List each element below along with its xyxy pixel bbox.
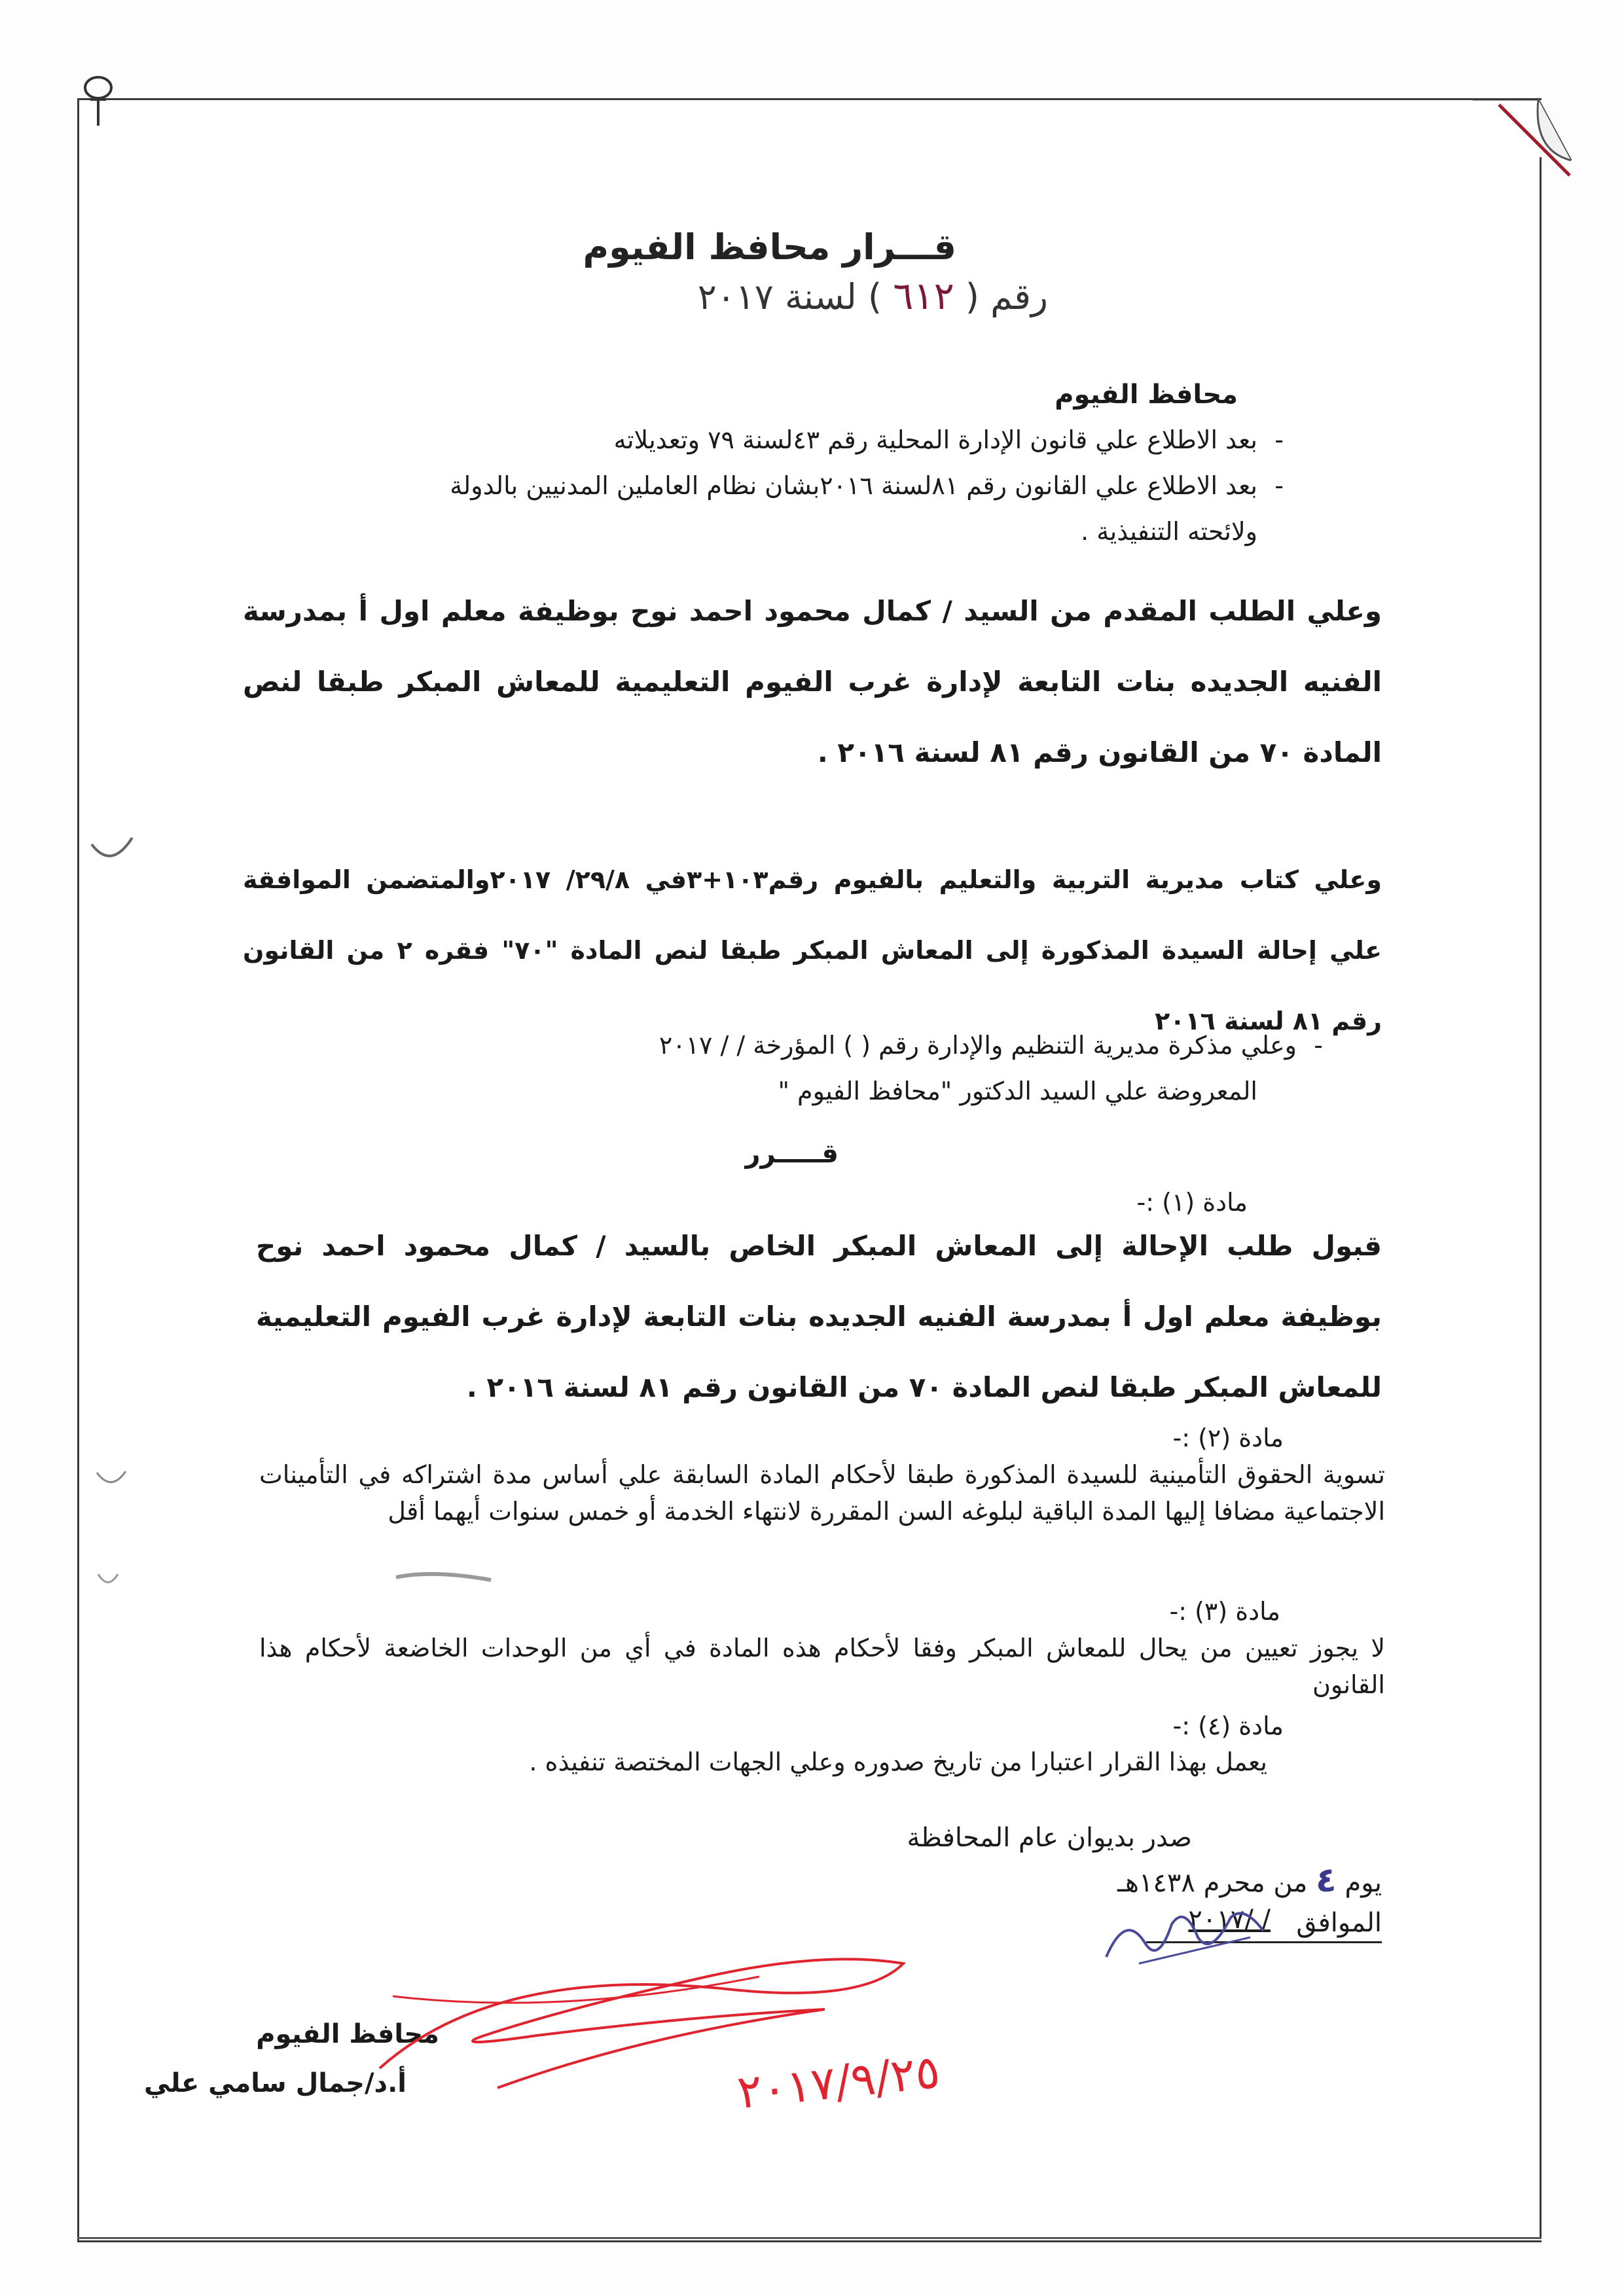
- preamble-item: -بعد الاطلاع علي القانون رقم ٨١لسنة ٢٠١٦بشان نظام العاملين المدنيين بالدولة: [450, 471, 1284, 500]
- frame-right-edge: [1540, 157, 1542, 2238]
- decree-title: قـــرار محافظ الفيوم: [583, 226, 956, 268]
- pushpin-icon: [79, 73, 118, 132]
- day-handwritten: ٤: [1315, 1861, 1337, 1900]
- number-year: لسنة ٢٠١٧: [697, 276, 857, 317]
- article-text: تسوية الحقوق التأمينية للسيدة المذكورة طبقا لأحكام المادة السابقة علي أساس مدة اشتراكه في التأمينات الاجتماعية مضافا إليها المدة الباقية لبلوغه السن المقررة لانتهاء الخدمة أو خمس سنوات أيهما أقل: [259, 1460, 1385, 1526]
- pen-smudge: [393, 1564, 497, 1590]
- margin-mark: [92, 1460, 131, 1499]
- memo-item-continued: المعروضة علي السيد الدكتور "محافظ الفيوم ": [778, 1077, 1257, 1105]
- number-prefix: رقم: [990, 276, 1048, 317]
- preamble-heading: محافظ الفيوم: [1055, 380, 1238, 410]
- folded-corner: [1473, 98, 1578, 196]
- margin-mark: [92, 1564, 124, 1597]
- article-label: مادة (٤) :-: [1172, 1712, 1284, 1740]
- letter-paragraph: وعلي كتاب مديرية التربية والتعليم بالفيوم رقم١٠٣+٣في ٢٩/٨/ ٢٠١٧والمتضمن الموافقة علي إحالة السيدة المذكورة إلى المعاش المبكر طبقا لنص المادة "٧٠" فقره ٢ من القانون رقم ٨١ لسنة ٢٠١٦: [243, 865, 1382, 1035]
- day-label: يوم: [1344, 1868, 1382, 1898]
- red-handwritten-date: ٢٠١٧/٩/٢٥: [734, 2045, 943, 2119]
- number-open: (: [965, 276, 979, 317]
- issued-day: [1117, 1862, 1382, 1901]
- memo-item: -وعلي مذكرة مديرية التنظيم والإدارة رقم ( ) المؤرخة / / ٢٠١٧: [659, 1031, 1323, 1060]
- signatory-role: محافظ الفيوم: [256, 2019, 439, 2049]
- hijri-month: من محرم ١٤٣٨هـ: [1117, 1868, 1308, 1898]
- number-handwritten: ٦١٢: [893, 274, 954, 318]
- article-text: قبول طلب الإحالة إلى المعاش المبكر الخاص بالسيد / كمال محمود احمد نوح بوظيفة معلم اول أ بمدرسة الفنيه الجديده بنات التابعة لإدارة غرب الفيوم التعليمية للمعاش المبكر طبقا لنص المادة ٧٠ من القانون رقم ٨١ لسنة ٢٠١٦ .: [256, 1230, 1382, 1403]
- article-label: مادة (٢) :-: [1172, 1424, 1284, 1452]
- article-text: لا يجوز تعيين من يحال للمعاش المبكر وفقا لأحكام هذه المادة في أي من الوحدات الخاضعة لأحكام هذا القانون: [259, 1634, 1385, 1699]
- request-paragraph: وعلي الطلب المقدم من السيد / كمال محمود احمد نوح بوظيفة معلم اول أ بمدرسة الفنيه الجديده بنات التابعة لإدارة غرب الفيوم التعليمية للمعاش المبكر طبقا لنص المادة ٧٠ من القانون رقم ٨١ لسنة ٢٠١٦ .: [243, 595, 1382, 768]
- issued-agreed: الموافق: [1296, 1908, 1382, 1938]
- number-close: ): [868, 276, 882, 317]
- issued-place: صدر بديوان عام المحافظة: [907, 1823, 1192, 1853]
- decree-number: [698, 274, 1048, 318]
- issued-date: / /٢٠١٧: [1188, 1905, 1271, 1935]
- blue-handwriting: [1100, 1898, 1270, 1970]
- preamble-item-continued: ولائحته التنفيذية .: [1081, 517, 1257, 546]
- preamble-item: -بعد الاطلاع علي قانون الإدارة المحلية رقم ٤٣لسنة ٧٩ وتعديلاته: [613, 425, 1284, 454]
- article-text: يعمل بهذا القرار اعتبارا من تاريخ صدوره وعلي الجهات المختصة تنفيذه .: [529, 1748, 1267, 1776]
- article-label: مادة (٣) :-: [1169, 1597, 1280, 1626]
- margin-mark: [85, 825, 137, 877]
- signatory-name: أ.د/جمال سامي علي: [144, 2068, 406, 2098]
- bottom-rule: [77, 2237, 1542, 2239]
- decided-heading: قـــــرر: [745, 1139, 839, 1169]
- article-label: مادة (١) :-: [1136, 1188, 1248, 1217]
